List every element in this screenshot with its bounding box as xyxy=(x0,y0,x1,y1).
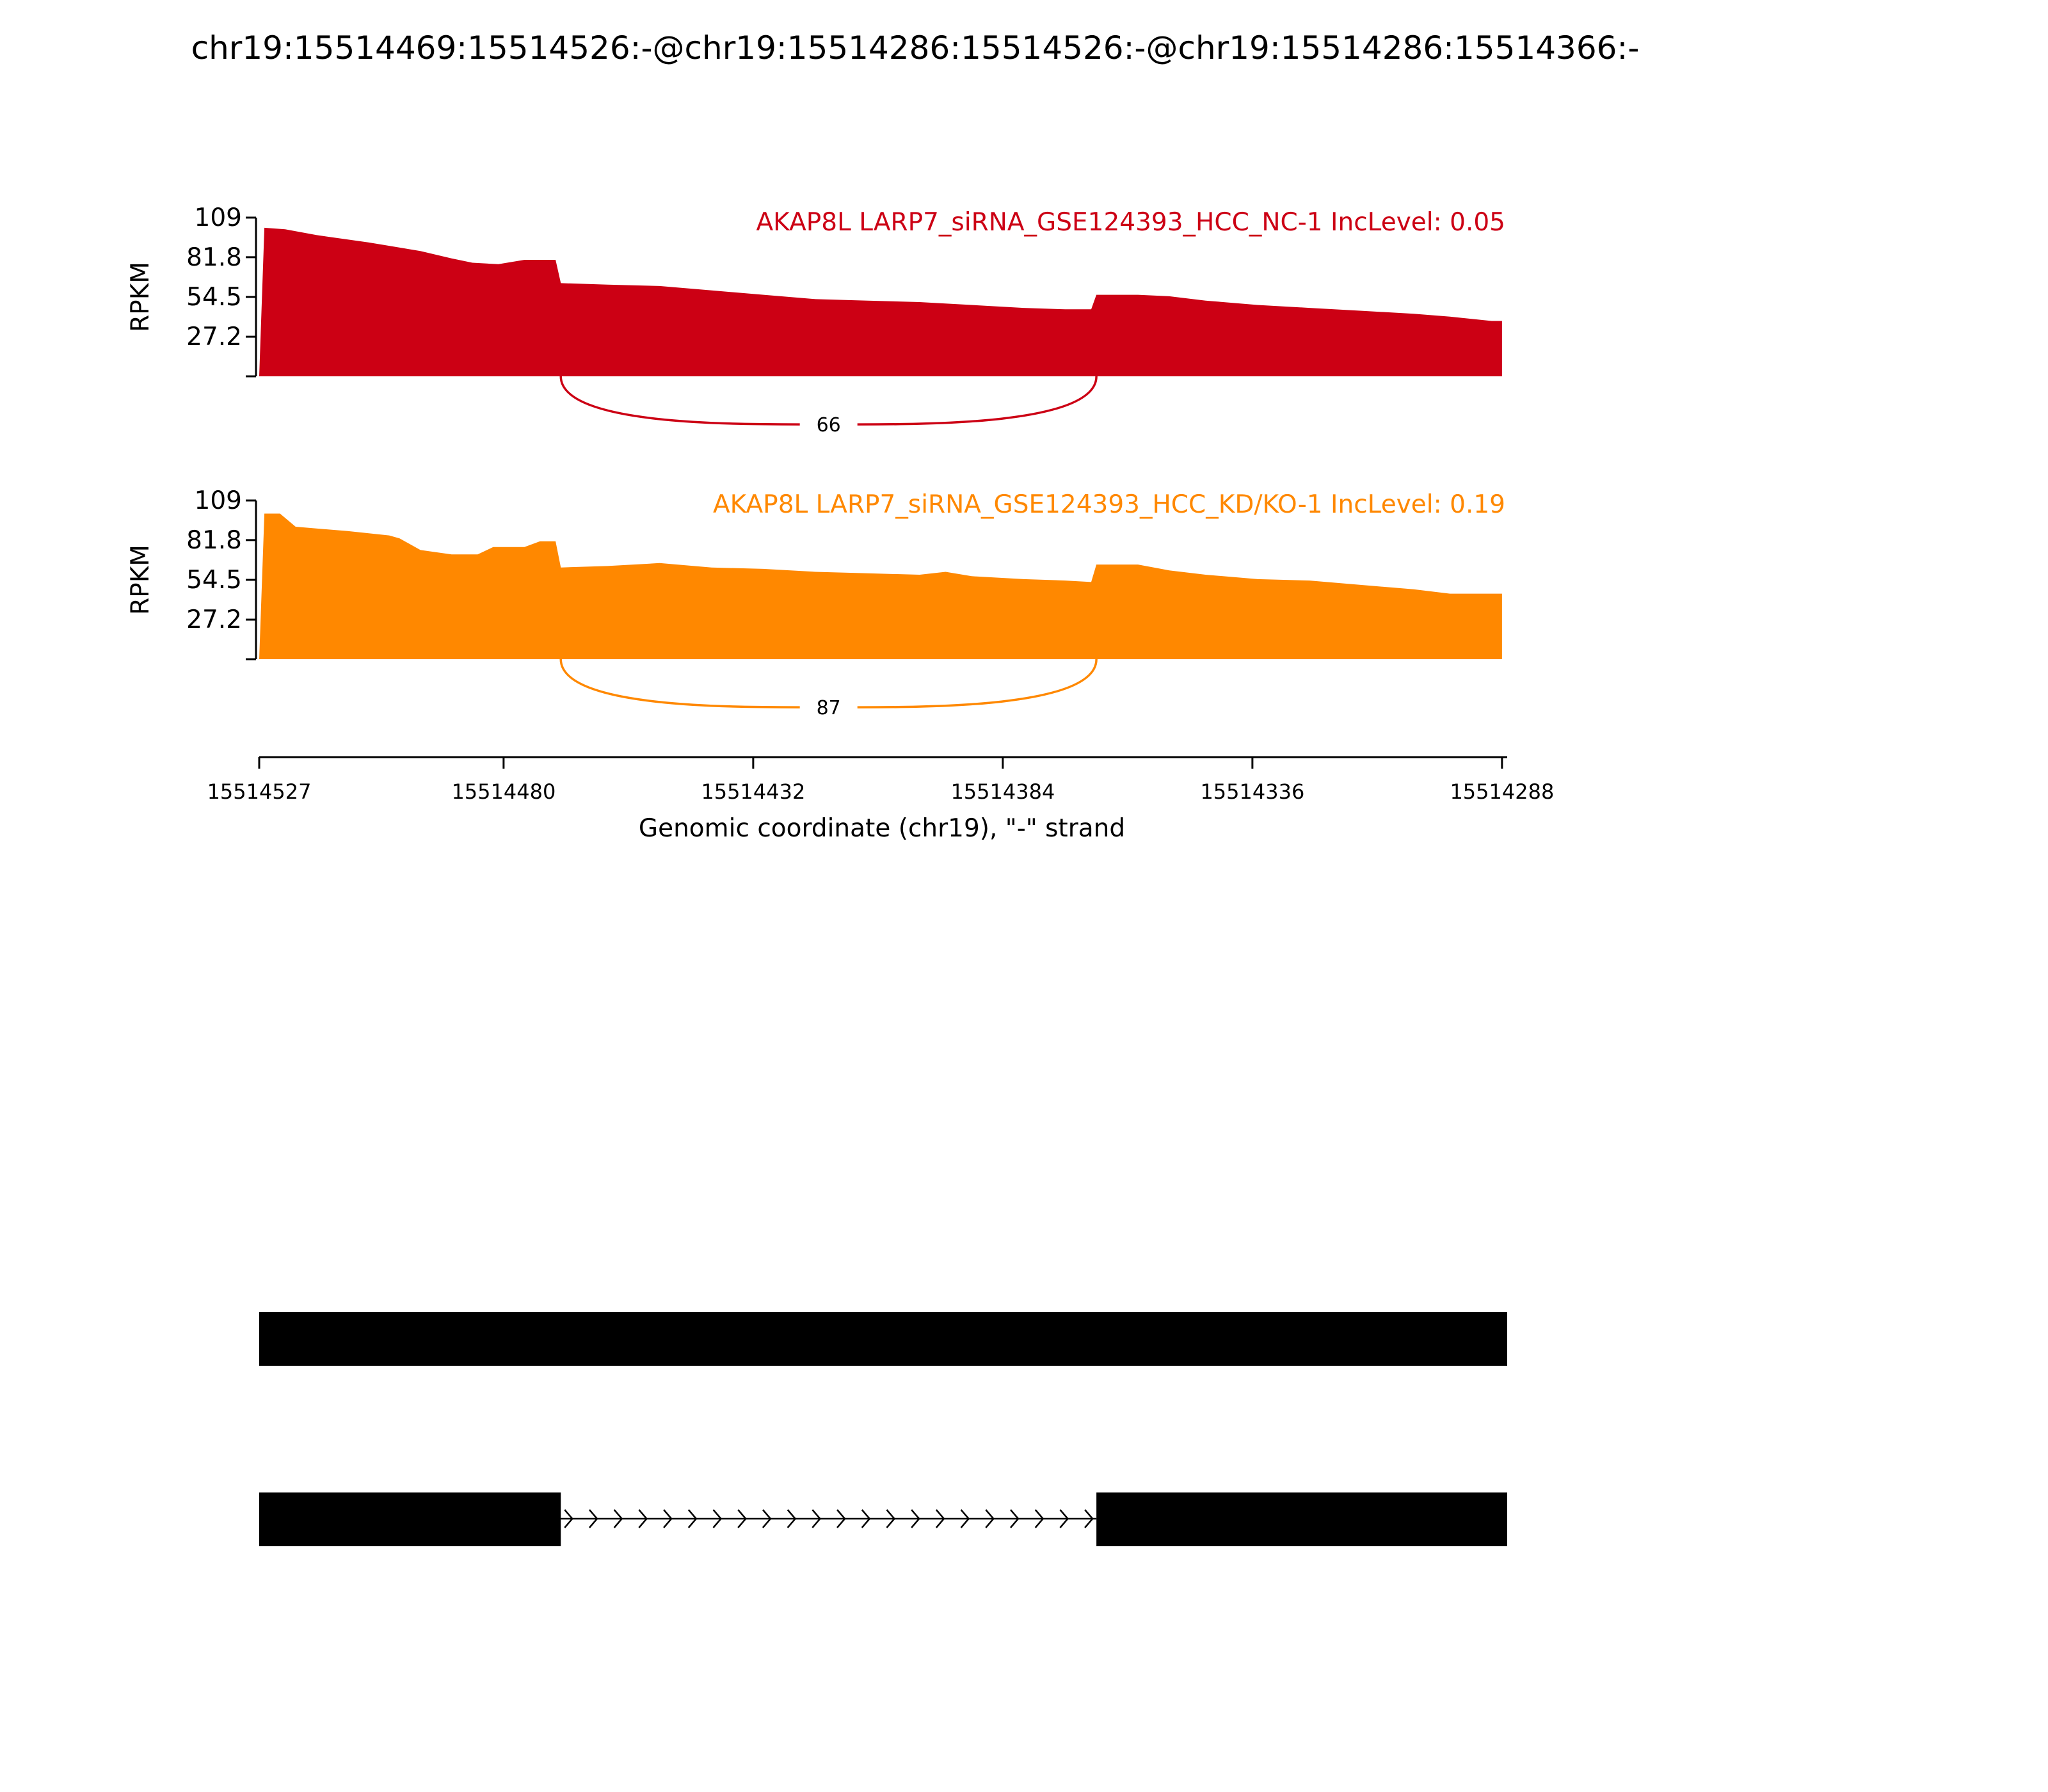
x-tick-label: 15514288 xyxy=(1450,780,1555,804)
figure-title: chr19:15514469:15514526:-@chr19:15514286:15514526:-@chr19:15514286:15514366:- xyxy=(191,29,1640,67)
isoform1-exon xyxy=(259,1312,1507,1366)
y-tick-label-nc: 54.5 xyxy=(186,283,242,312)
y-tick-label-kd: 54.5 xyxy=(186,566,242,595)
y-tick-label-kd: 27.2 xyxy=(186,605,242,635)
isoform2-exon xyxy=(1096,1492,1507,1546)
track-title-nc: AKAP8L LARP7_siRNA_GSE124393_HCC_NC-1 IncLevel: 0.05 xyxy=(756,208,1505,237)
coverage-track-kd xyxy=(126,486,1505,721)
coverage-area-kd xyxy=(259,514,1502,660)
x-axis-label: Genomic coordinate (chr19), "-" strand xyxy=(638,814,1126,843)
y-tick-label-nc: 81.8 xyxy=(186,243,242,272)
y-axis-label-kd: RPKM xyxy=(126,545,155,615)
track-title-kd: AKAP8L LARP7_siRNA_GSE124393_HCC_KD/KO-1 IncLevel: 0.19 xyxy=(712,490,1505,519)
y-tick-label-nc: 27.2 xyxy=(186,323,242,352)
isoform2-exon xyxy=(259,1492,561,1546)
y-axis-label-nc: RPKM xyxy=(126,262,155,332)
gene-structure xyxy=(259,1312,1507,1546)
coverage-area-nc xyxy=(259,228,1502,376)
x-tick-label: 15514384 xyxy=(950,780,1055,804)
junction-count-kd: 87 xyxy=(816,697,841,719)
x-axis xyxy=(207,757,1555,843)
y-tick-label-kd: 109 xyxy=(194,486,242,515)
x-tick-label: 15514336 xyxy=(1200,780,1305,804)
junction-count-nc: 66 xyxy=(816,414,841,436)
y-tick-label-kd: 81.8 xyxy=(186,525,242,555)
x-tick-label: 15514527 xyxy=(207,780,312,804)
y-tick-label-nc: 109 xyxy=(194,204,242,232)
x-tick-label: 15514432 xyxy=(701,780,806,804)
coverage-track-nc xyxy=(126,204,1505,438)
x-tick-label: 15514480 xyxy=(451,780,556,804)
